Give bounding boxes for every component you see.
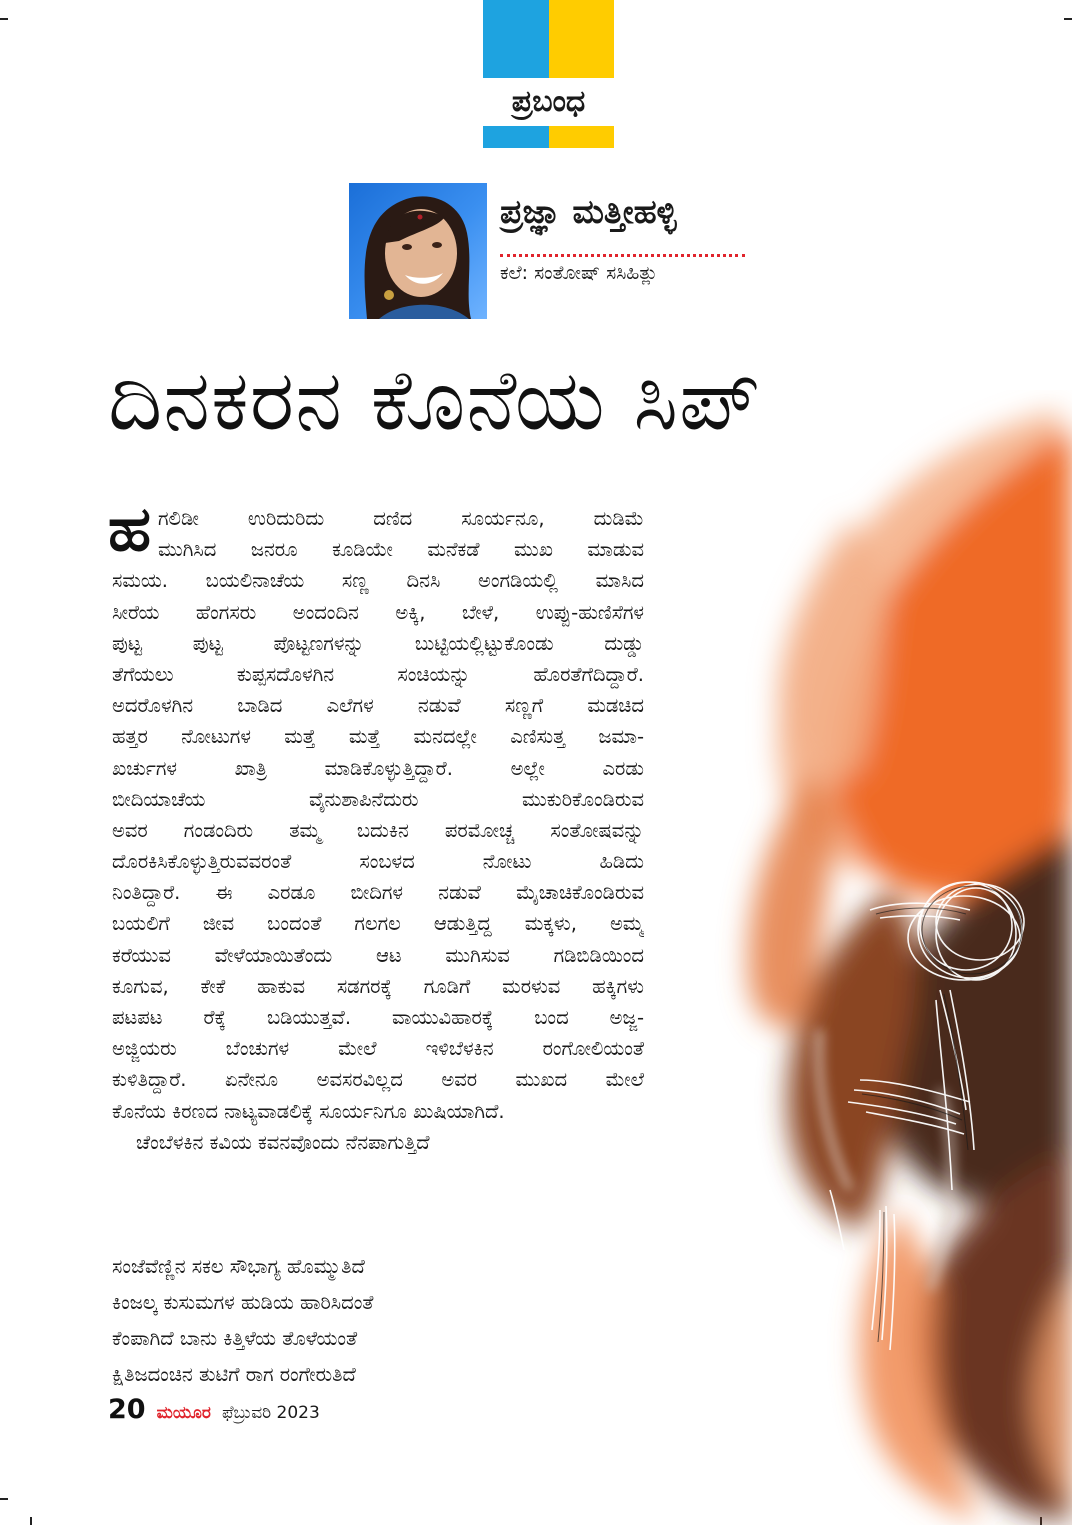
body-line: ಗಲಿಡೀ ಉರಿದುರಿದು ದಣಿದ ಸೂರ್ಯನೂ, ದುಡಿಮೆ	[158, 507, 644, 530]
illustration-artwork	[640, 390, 1072, 1525]
article-title: ದಿನಕರನ ಕೊನೆಯ ಸಿಪ್	[108, 351, 762, 449]
poem-line: ಕಿಂಜಲ್ಕ ಕುಸುಮಗಳ ಹುಡಿಯ ಹಾರಿಸಿದಂತೆ	[112, 1291, 374, 1314]
section-badge	[483, 0, 614, 148]
body-line: ಅಜ್ಜಿಯರು ಬೆಂಚುಗಳ ಮೇಲೆ ಇಳಿಬೆಳಕಿನ ರಂಗೋಲಿಯಂತೆ	[112, 1037, 644, 1061]
body-line: ನಿಂತಿದ್ದಾರೆ. ಈ ಎರಡೂ ಬೀದಿಗಳ ನಡುವೆ ಮೈಚಾಚಿಕೊಂಡಿರುವ	[112, 881, 644, 905]
author-underline	[500, 254, 745, 257]
body-line: ದೊರಕಿಸಿಕೊಳ್ಳುತ್ತಿರುವವರಂತೆ ಸಂಬಳದ ನೋಟು ಹಿಡಿದು	[112, 850, 644, 874]
poem-line: ಸಂಜೆವೆಣ್ಣಿನ ಸಕಲ ಸೌಭಾಗ್ಯ ಹೊಮ್ಮುತಿದೆ	[112, 1255, 365, 1278]
body-line: ಪುಟ್ಟ ಪುಟ್ಟ ಪೊಟ್ಟಣಗಳನ್ನು ಬುಟ್ಟಿಯಲ್ಲಿಟ್ಟುಕೊಂಡು ದುಡ್ಡು	[112, 631, 644, 655]
body-line: ಅವರ ಗಂಡಂದಿರು ತಮ್ಮ ಬದುಕಿನ ಪರಮೋಚ್ಚ ಸಂತೋಷವನ್ನು	[112, 818, 644, 842]
author-name: ಪ್ರಜ್ಞಾ ಮತ್ತೀಹಳ್ಳಿ	[500, 192, 677, 231]
badge-blue-block	[483, 0, 549, 78]
badge-blue-strip	[483, 126, 549, 148]
author-photo	[349, 183, 487, 319]
crop-mark	[1064, 18, 1072, 20]
body-line: ಮುಗಿಸಿದ ಜನರೂ ಕೂಡಿಯೇ ಮನೆಕಡೆ ಮುಖ ಮಾಡುವ	[158, 538, 644, 562]
magazine-name: ಮಯೂರ	[156, 1403, 211, 1423]
badge-yellow-block	[549, 0, 614, 78]
crop-mark	[0, 1498, 8, 1500]
poem-line: ಕ್ಷಿತಿಜದಂಚಿನ ತುಟಿಗೆ ರಾಗ ರಂಗೇರುತಿದೆ	[112, 1363, 356, 1386]
poem-excerpt	[112, 1249, 632, 1393]
page-number: 20	[108, 1394, 146, 1425]
body-line: ಖರ್ಚುಗಳ ಖಾತ್ರಿ ಮಾಡಿಕೊಳ್ಳುತ್ತಿದ್ದಾರೆ. ಅಲ್ಲೇ ಎರಡು	[112, 756, 644, 780]
body-line: ಚೆಂಬೆಳಕಿನ ಕವಿಯ ಕವನವೊಂದು ನೆನಪಾಗುತ್ತಿದೆ	[136, 1130, 430, 1154]
poem-line: ಕೆಂಪಾಗಿದೆ ಬಾನು ಕಿತ್ತಿಳೆಯ ತೊಳೆಯಂತೆ	[112, 1327, 358, 1350]
article-body	[112, 503, 644, 1158]
body-line: ಬೀದಿಯಾಚೆಯ ವೈನುಶಾಪಿನೆದುರು ಮುಕುರಿಕೊಂಡಿರುವ	[112, 787, 644, 811]
body-line: ಸೀರೆಯ ಹೆಂಗಸರು ಅಂದಂದಿನ ಅಕ್ಕಿ, ಬೇಳೆ, ಉಪ್ಪು-ಹುಣಿಸೆಗಳ	[112, 600, 644, 624]
body-line: ಬಯಲಿಗೆ ಜೀವ ಬಂದಂತೆ ಗಲಗಲ ಆಡುತ್ತಿದ್ದ ಮಕ್ಕಳು, ಅಮ್ಮ	[112, 912, 644, 936]
page-footer	[108, 1392, 320, 1431]
body-line: ಕೂಗುವ, ಕೇಕೆ ಹಾಕುವ ಸಡಗರಕ್ಕೆ ಗೂಡಿಗೆ ಮರಳುವ ಹಕ್ಕಿಗಳು	[112, 974, 644, 998]
crop-mark	[0, 18, 8, 20]
body-line: ಪಟಪಟ ರೆಕ್ಕೆ ಬಡಿಯುತ್ತವೆ. ವಾಯುವಿಹಾರಕ್ಕೆ ಬಂದ ಅಜ್ಜ-	[112, 1006, 644, 1029]
body-line: ತೆಗೆಯಲು ಕುಪ್ಪಸದೊಳಗಿನ ಸಂಚಿಯನ್ನು ಹೊರತೆಗೆದಿದ್ದಾರೆ.	[112, 662, 644, 686]
issue-date: ಫೆಬ್ರುವರಿ 2023	[221, 1403, 320, 1423]
body-line: ಅದರೊಳಗಿನ ಬಾಡಿದ ಎಲೆಗಳ ನಡುವೆ ಸಣ್ಣಗೆ ಮಡಚಿದ	[112, 694, 644, 718]
illustration-credit: ಕಲೆ: ಸಂತೋಷ್ ಸಸಿಹಿತ್ಲು	[500, 262, 658, 284]
crop-mark	[30, 1517, 32, 1525]
body-line: ಕರೆಯುವ ವೇಳೆಯಾಯಿತೆಂದು ಆಟ ಮುಗಿಸುವ ಗಡಿಬಿಡಿಯಿಂದ	[112, 943, 644, 967]
drop-cap: ಹ	[108, 492, 151, 565]
body-line: ಸಮಯ. ಬಯಲಿನಾಚೆಯ ಸಣ್ಣ ದಿನಸಿ ಅಂಗಡಿಯಲ್ಲಿ ಮಾಸಿದ	[112, 569, 644, 593]
badge-yellow-strip	[549, 126, 614, 148]
section-label: ಪ್ರಬಂಧ	[511, 84, 586, 119]
body-line: ಹತ್ತರ ನೋಟುಗಳ ಮತ್ತೆ ಮತ್ತೆ ಮನದಲ್ಲೇ ಎಣಿಸುತ್ತ ಜಮಾ-	[112, 725, 644, 749]
body-line: ಕೊನೆಯ ಕಿರಣದ ನಾಟ್ಯವಾಡಲಿಕ್ಕೆ ಸೂರ್ಯನಿಗೂ ಖುಷಿಯಾಗಿದೆ.	[112, 1099, 505, 1123]
body-line: ಕುಳಿತಿದ್ದಾರೆ. ಏನೇನೂ ಅವಸರವಿಲ್ಲದ ಅವರ ಮುಖದ ಮೇಲೆ	[112, 1068, 644, 1092]
